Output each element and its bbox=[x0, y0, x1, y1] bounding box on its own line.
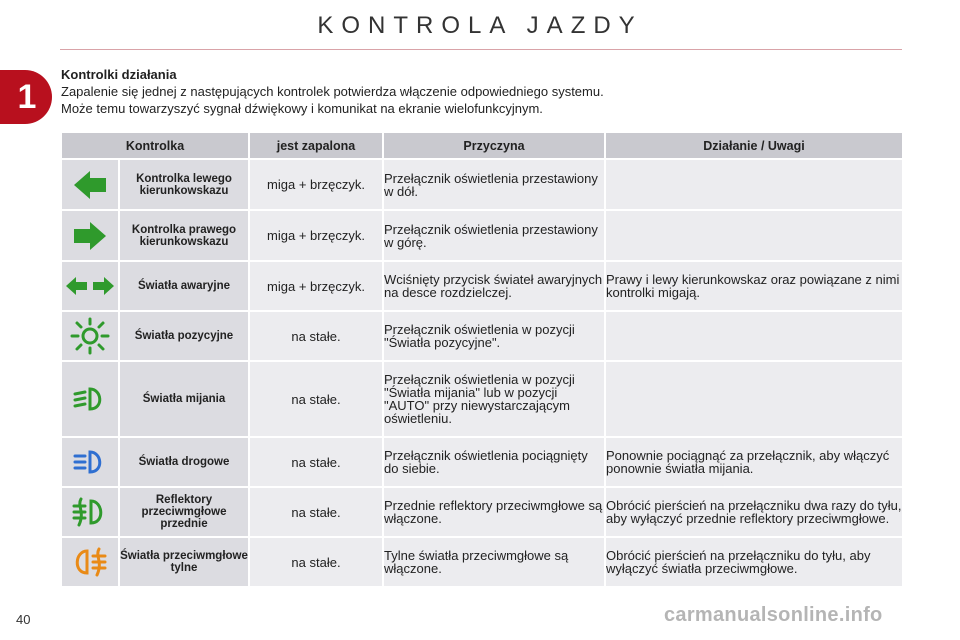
indicator-state: na stałe. bbox=[249, 437, 383, 487]
indicator-cause: Przełącznik oświetlenia przestawiony w górę. bbox=[383, 210, 605, 261]
indicator-name: Światła przeciwmgłowe tylne bbox=[119, 537, 249, 587]
table-row bbox=[61, 261, 903, 311]
indicator-cause: Przełącznik oświetlenia pociągnięty do siebie. bbox=[383, 437, 605, 487]
dipped-beam-icon bbox=[61, 361, 119, 437]
indicator-action bbox=[605, 210, 903, 261]
indicator-name: Światła awaryjne bbox=[119, 261, 249, 311]
page-number: 40 bbox=[16, 612, 31, 627]
indicator-action bbox=[605, 311, 903, 361]
table-header-row bbox=[61, 132, 903, 159]
indicator-action: Obrócić pierścień na przełączniku dwa razy do tyłu, aby wyłączyć przednie reflektory przeciwmgłowe. bbox=[605, 487, 903, 537]
table-row bbox=[61, 361, 903, 437]
column-header-kontrolka: Kontrolka bbox=[61, 132, 249, 159]
table-row bbox=[61, 487, 903, 537]
indicator-action bbox=[605, 361, 903, 437]
chapter-tab: 1 bbox=[0, 70, 52, 124]
indicator-cause: Przełącznik oświetlenia w pozycji "Światła mijania" lub w pozycji "AUTO" przy niewystarczającym oświetleniu. bbox=[383, 361, 605, 437]
indicator-state: miga + brzęczyk. bbox=[249, 261, 383, 311]
table-row bbox=[61, 159, 903, 210]
indicator-name: Światła pozycyjne bbox=[119, 311, 249, 361]
left-turn-arrow-icon bbox=[61, 159, 119, 210]
indicator-name: Światła drogowe bbox=[119, 437, 249, 487]
indicator-state: na stałe. bbox=[249, 311, 383, 361]
indicator-name: Kontrolka lewego kierunkowskazu bbox=[119, 159, 249, 210]
page-title: KONTROLA JAZDY bbox=[317, 12, 643, 39]
indicator-table bbox=[60, 131, 904, 588]
intro-line-1: Zapalenie się jednej z następujących kontrolek potwierdza włączenie odpowiedniego systemu. bbox=[61, 84, 604, 99]
rear-fog-icon bbox=[61, 537, 119, 587]
table-row bbox=[61, 537, 903, 587]
watermark: carmanualsonline.info bbox=[664, 604, 883, 626]
table-row bbox=[61, 311, 903, 361]
indicator-state: na stałe. bbox=[249, 537, 383, 587]
indicator-action bbox=[605, 159, 903, 210]
section-subtitle: Kontrolki działania bbox=[61, 67, 177, 82]
column-header-action: Działanie / Uwagi bbox=[605, 132, 903, 159]
intro-section bbox=[61, 66, 901, 117]
title-divider bbox=[60, 49, 902, 50]
indicator-state: na stałe. bbox=[249, 487, 383, 537]
intro-line-2: Może temu towarzyszyć sygnał dźwiękowy i komunikat na ekranie wielofunkcyjnym. bbox=[61, 101, 543, 116]
column-header-cause: Przyczyna bbox=[383, 132, 605, 159]
front-fog-icon bbox=[61, 487, 119, 537]
indicator-name: Reflektory przeciwmgłowe przednie bbox=[119, 487, 249, 537]
indicator-cause: Wciśnięty przycisk świateł awaryjnych na desce rozdzielczej. bbox=[383, 261, 605, 311]
indicator-state: miga + brzęczyk. bbox=[249, 210, 383, 261]
table-row bbox=[61, 210, 903, 261]
indicator-name: Kontrolka prawego kierunkowskazu bbox=[119, 210, 249, 261]
indicator-state: miga + brzęczyk. bbox=[249, 159, 383, 210]
indicator-action: Ponownie pociągnąć za przełącznik, aby włączyć ponownie światła mijania. bbox=[605, 437, 903, 487]
indicator-state: na stałe. bbox=[249, 361, 383, 437]
main-beam-icon bbox=[61, 437, 119, 487]
indicator-name: Światła mijania bbox=[119, 361, 249, 437]
position-lights-icon bbox=[61, 311, 119, 361]
column-header-state: jest zapalona bbox=[249, 132, 383, 159]
indicator-cause: Przednie reflektory przeciwmgłowe są włączone. bbox=[383, 487, 605, 537]
table-row bbox=[61, 437, 903, 487]
hazard-arrows-icon bbox=[61, 261, 119, 311]
indicator-action: Obrócić pierścień na przełączniku do tyłu, aby wyłączyć światła przeciwmgłowe. bbox=[605, 537, 903, 587]
right-turn-arrow-icon bbox=[61, 210, 119, 261]
indicator-action: Prawy i lewy kierunkowskaz oraz powiązane z nimi kontrolki migają. bbox=[605, 261, 903, 311]
indicator-cause: Tylne światła przeciwmgłowe są włączone. bbox=[383, 537, 605, 587]
indicator-cause: Przełącznik oświetlenia przestawiony w dół. bbox=[383, 159, 605, 210]
indicator-cause: Przełącznik oświetlenia w pozycji "Światła pozycyjne". bbox=[383, 311, 605, 361]
